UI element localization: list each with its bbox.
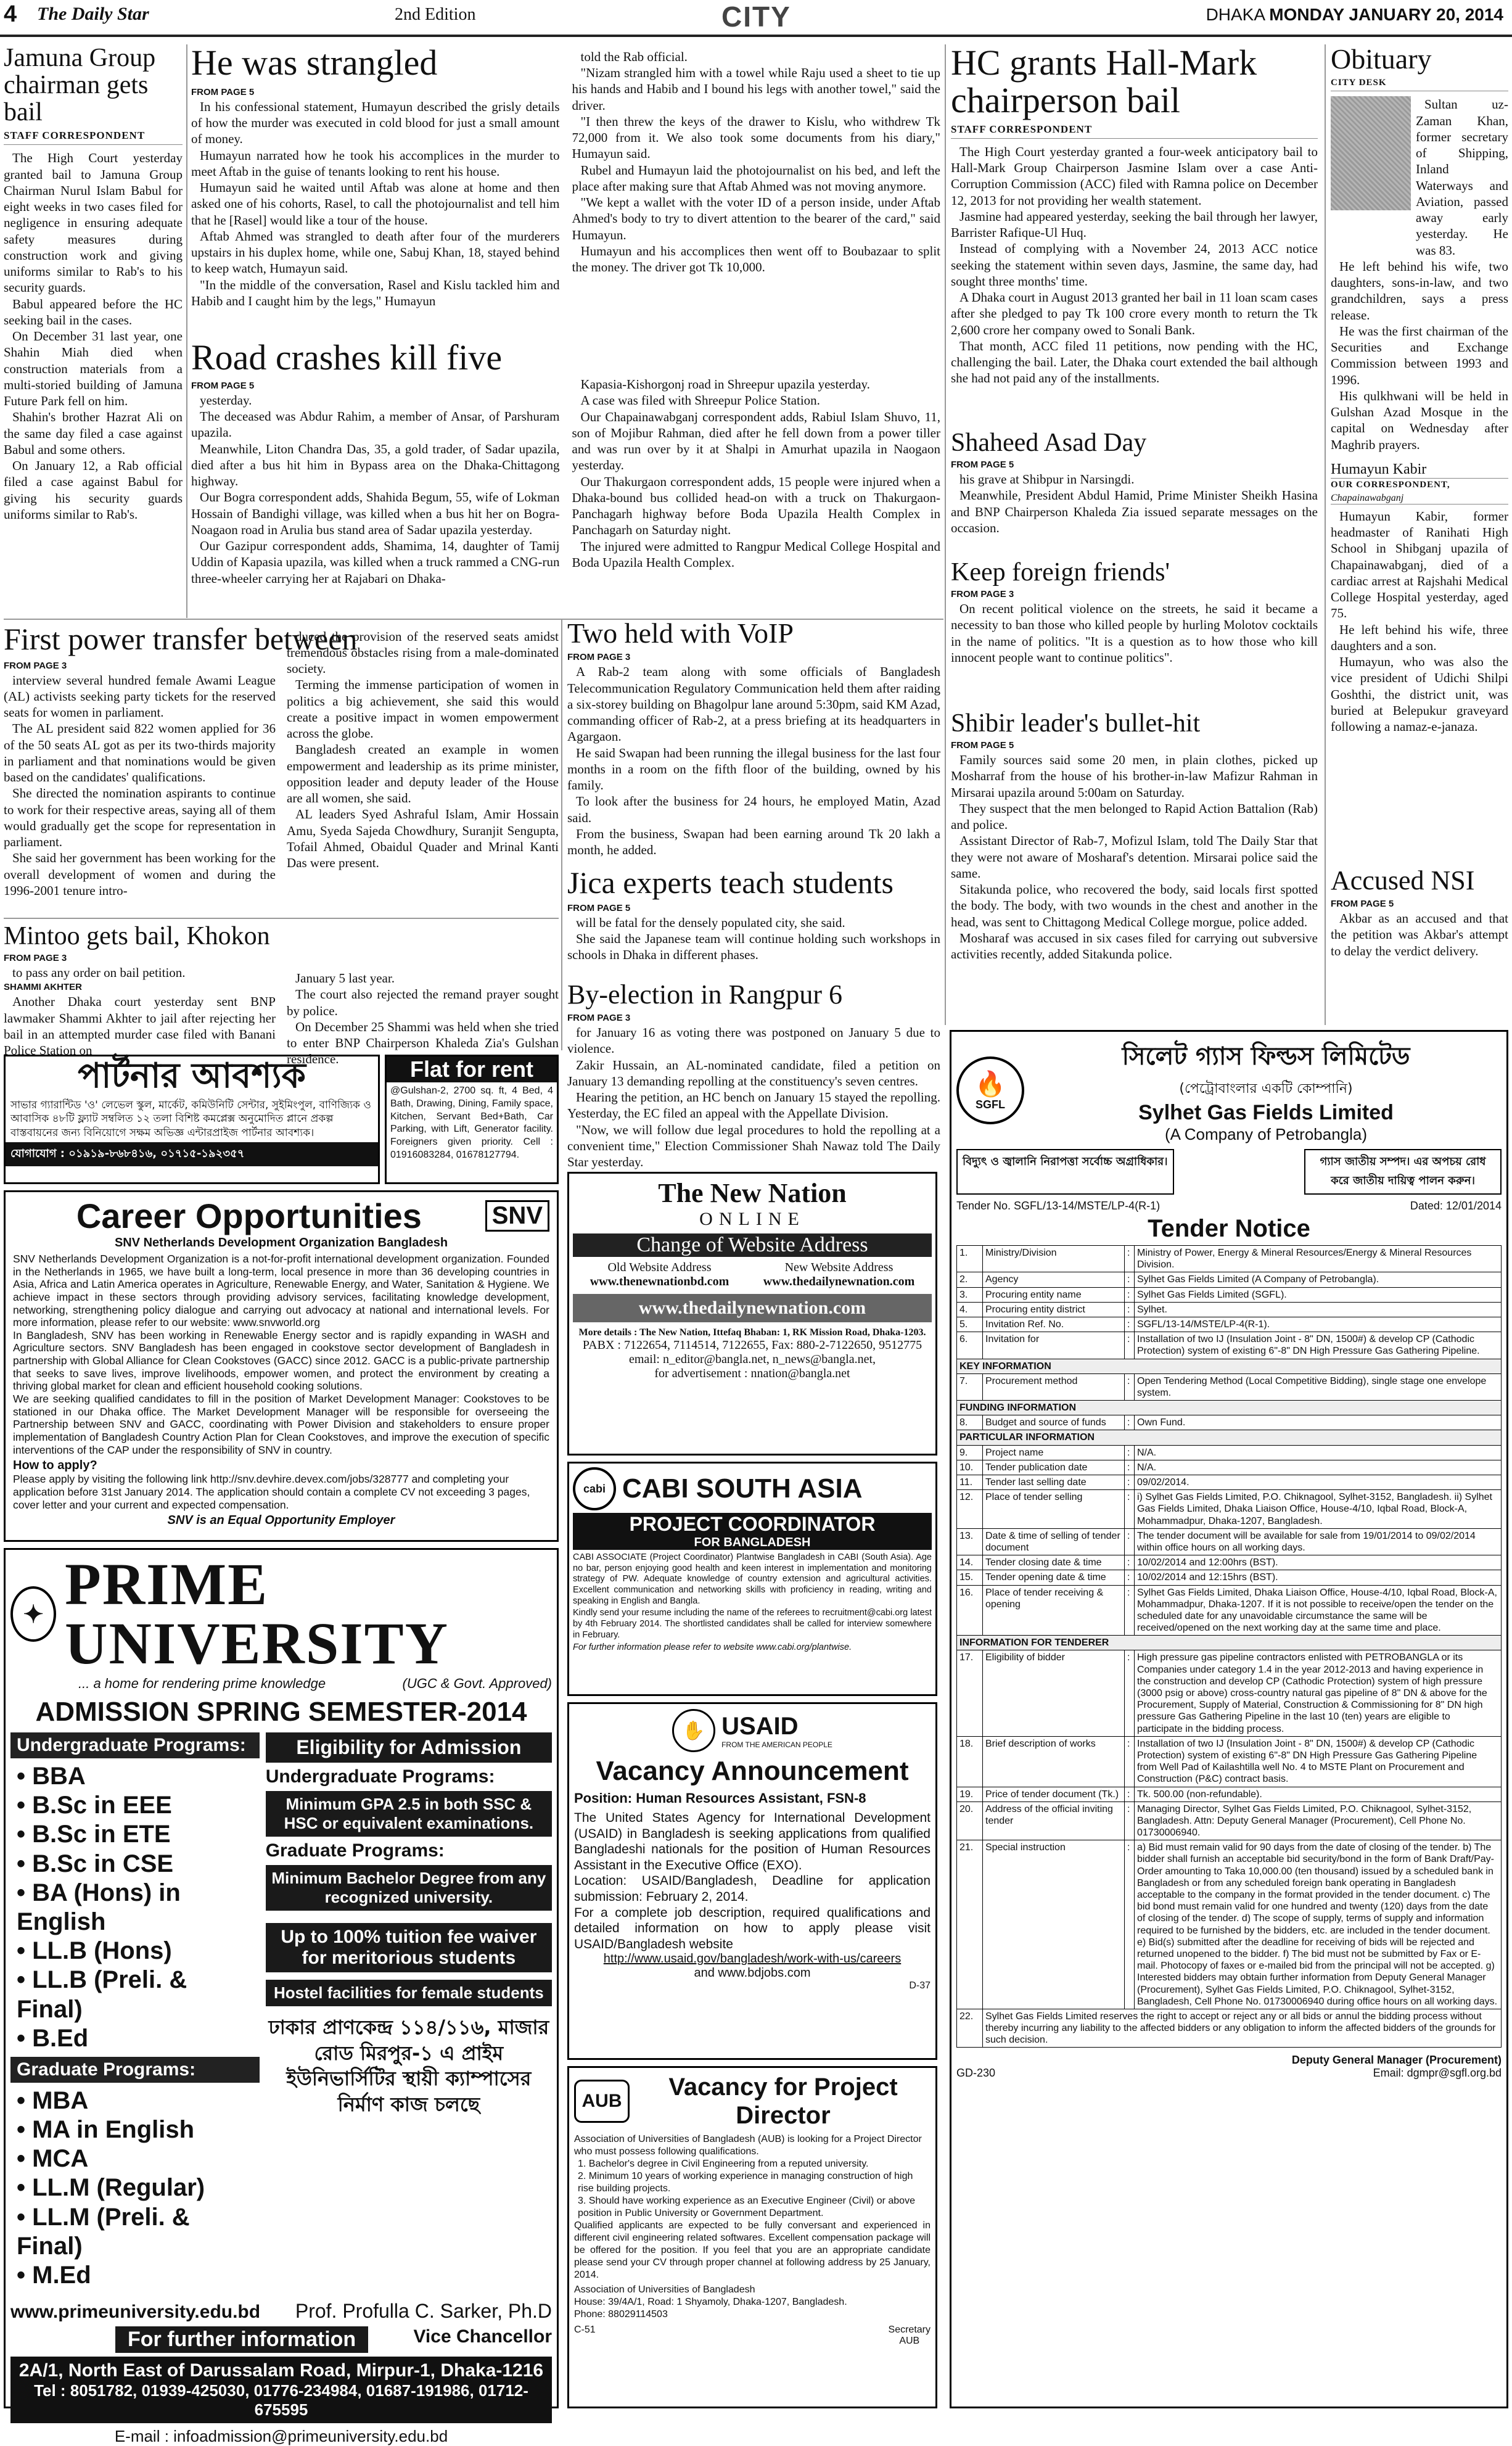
article-jica — [567, 867, 940, 978]
approval-note: (UGC & Govt. Approved) — [402, 1676, 552, 1691]
headline: Accused NSI — [1331, 865, 1475, 896]
bn-subtitle: (পেট্রোবাংলার একটি কোম্পানি) — [1179, 1081, 1353, 1097]
ad-title: Career Opportunities — [76, 1196, 422, 1235]
ad-partner-wanted — [4, 1055, 380, 1184]
address: More details : The New Nation, Ittefaq Bhaban: 1, RK Mission Road, Dhaka-1203. — [578, 1327, 926, 1338]
paragraph: The High Court yesterday granted a four-week anticipatory bail to Hall-Mark Group Chairperson Jasmine Islam over a case Anti-Corruption Commission (ACC) filed with Ramna police on December 12, 2013 for not providing her wealth statement. — [951, 144, 1318, 208]
program-item: • M.Ed — [17, 2262, 91, 2289]
elig-gr-req: Minimum Bachelor Degree from any recognized university. — [266, 1865, 552, 1911]
paragraph: Humayun said he waited until Aftab was alone at home and then asked one of his cohorts, Rasel, to call the photojournalist and tell him that he [Rasel] would like a tour of the house. — [191, 180, 560, 228]
ad-body: CABI ASSOCIATE (Project Coordinator) Plantwise Bangladesh in CABI (South Asia). Age no bar, person enjoying good health and keen interest in implementation and monitoring strategy of PW. Adequate knowledge of country extension and agricultural activities. Excellent communication and networking skills with proficiency in reading, writing and speaking in English and Bangla. — [573, 1552, 932, 1606]
paragraph: duced the provision of the reserved seats amidst tremendous obstacles rising from a male-dominated society. — [287, 628, 559, 676]
qualification-item: 1. Bachelor's degree in Civil Engineering from a reputed university. — [578, 2159, 869, 2169]
table-row: 7. Procurement method : Open Tendering Method (Local Competitive Bidding), single stage one envelope system. — [957, 1373, 1502, 1400]
website-link[interactable]: www.primeuniversity.edu.bd — [10, 2302, 261, 2323]
article-hallmark — [951, 44, 1318, 427]
dateline: Chapainawabganj — [1331, 493, 1508, 504]
paragraph: Humayun and his accomplices then went off to Boubazaar to split the money. The driver got Tk 10,000. — [572, 243, 940, 275]
qualification-item: 3. Should have working experience as an Executive Engineer (Civil) or above position in Public University or Government Department. — [578, 2196, 915, 2218]
article-body — [951, 471, 1318, 536]
paragraph: Humayun narrated how he took his accomplices in the murder to meet Aftab in the guise of tenants looking to rent his house. — [191, 147, 560, 179]
article-body — [567, 1024, 940, 1170]
ad-code: D-37 — [909, 1980, 931, 1991]
paragraph: She directed the nomination aspirants to continue to work for their respective areas, saying all of them would gradually get the scope for representation in parliament. — [4, 786, 276, 849]
program-item: • B.Sc in ETE — [17, 1821, 171, 1848]
email: email: n_editor@bangla.net, n_news@bangla.net, — [628, 1353, 876, 1366]
byline: STAFF CORRESPONDENT — [951, 123, 1318, 139]
jump-from: FROM PAGE 3 — [4, 660, 67, 671]
ad-cabi — [567, 1462, 937, 1696]
paragraph: his grave at Shibpur in Narsingdi. — [959, 472, 1135, 487]
paragraph: Mosharaf was accused in six cases filed for carrying out subversive activities recently, added Sitakunda police. — [951, 930, 1318, 962]
ad-usaid — [567, 1702, 937, 2060]
slogan-left: বিদ্যুৎ ও জ্বালানি নিরাপত্তা সর্বোচ্চ অগ্রাধিকার। — [956, 1149, 1174, 1195]
program-item: • B.Ed — [17, 2024, 89, 2052]
paragraph: That month, ACC filed 11 petitions, now pending with the HC, challenging the bail. Later, the Dhaka court extended the bail although she had not paid any of the installments. — [951, 338, 1318, 386]
article-body — [572, 339, 941, 587]
section-title: CITY — [721, 1, 791, 33]
table-row: 20. Address of the official inviting tender : Managing Director, Sylhet Gas Fields Limited, P.O. Chiknagool, Sylhet-3152, Bangladesh. Attn: Deputy General Manager (Procurement), Cell Phone No. 01730006940. — [957, 1802, 1502, 1840]
paragraph: He left behind his wife, two daughters, sons-in-law, and two grandchildren, says a press release. — [1331, 258, 1508, 323]
new-label: New Website Address — [784, 1261, 894, 1274]
byline: OUR CORRESPONDENT, — [1331, 479, 1450, 490]
qualification-list — [574, 2158, 931, 2220]
paragraph: Terming the immense participation of women in politics a big achievement, she said this would create a positive impact in women empowerment across the globe. — [287, 677, 559, 741]
paragraph: Our Bogra correspondent adds, Shahida Begum, 55, wife of Lokman Hossain of Bandighi village, was killed when a bus hit her on Bogra-Noagaon road in Arulia bus stand area of Sadar upazila yesterday. — [191, 490, 560, 537]
article-body — [4, 994, 276, 1058]
jump-from: FROM PAGE 5 — [951, 459, 1014, 471]
paragraph: Humayun Kabir, former headmaster of Ranihati High School in Shibganj upazila of Chapainawabganj, died of a cardiac arrest at Rajshahi Medical College Hospital yesterday, aged 75. — [1331, 508, 1508, 621]
ad-code: C-51 — [574, 2325, 596, 2335]
paragraph: Aftab Ahmed was strangled to death after four of the murderers upstairs in his duplex home, while one, Sabuj Khan, 18, stayed behind to keep watch, Humayun said. — [191, 228, 560, 276]
headline: HC grants Hall-Mark chairperson bail — [951, 43, 1257, 120]
logo-tagline: FROM THE AMERICAN PEOPLE — [721, 1740, 832, 1749]
table-row: 4. Procuring entity district : Sylhet. — [957, 1302, 1502, 1317]
paragraph: Instead of complying with a November 24, 2013 ACC notice seeking the statement within seven days, Jasmine, the same day, had sought three months' time. — [951, 241, 1318, 289]
table-row: 6. Invitation for : Installation of two IJ (Insulation Joint - 8" DN, 1500#) & develop CP (Cathodic Protection) system of existing 6"-8" DN High Pressure Gas Gathering Pipeline. — [957, 1332, 1502, 1359]
article-mintoo-bail — [4, 922, 559, 1067]
paragraph: interview several hundred female Awami League (AL) activists seeking party tickets for the reserved seats for women in parliament. — [4, 672, 276, 720]
section-rule — [4, 918, 559, 919]
article-body — [4, 150, 183, 522]
article-body — [1331, 910, 1508, 959]
table-row: 18. Brief description of works : Installation of two IJ (Insulation Joint - 8" DN, 1500#) & develop CP (Cathodic Protection) system of existing 6"-8" DN High Pressure Gas Gathering Pipeline from Well Pad of Kailashtilla well No. 4 to MSTE Plant on Procurement and Construction (P&C) contract basis. — [957, 1736, 1502, 1787]
usaid-seal-icon: ✋ — [672, 1709, 715, 1752]
program-item: • MBA — [17, 2086, 89, 2114]
table-row: 9. Project name : N/A. — [957, 1445, 1502, 1460]
paragraph: Akbar as an accused and that the petition was Akbar's attempt to delay the verdict delivery. — [1331, 911, 1508, 958]
column-rule — [186, 44, 187, 618]
paragraph: She said the Japanese team will continue holding such workshops in schools in Dhaka in different phases. — [567, 931, 940, 962]
table-row: 15. Tender opening date & time : 10/02/2014 and 12:15hrs (BST). — [957, 1570, 1502, 1585]
url-banner[interactable]: www.thedailynewnation.com — [573, 1294, 932, 1322]
jump-from: FROM PAGE 5 — [1331, 899, 1394, 910]
article-voip — [567, 619, 940, 859]
paragraph: "I then threw the keys of the drawer to Kislu, who withdrew Tk 72,000 from it. We also took some documents from his diary," Humayun said. — [572, 113, 940, 162]
ug-program-list — [10, 1758, 260, 2057]
article-power-transfer — [4, 623, 559, 913]
paragraph: Babul appeared before the HC seeking bail in the cases. — [4, 296, 183, 327]
ad-paragraph: For a complete job description, required qualifications and detailed information on how to apply please visit USAID/Bangladesh website — [574, 1905, 931, 1951]
article-shibir — [951, 709, 1318, 1024]
program-item: • B.Sc in EEE — [17, 1792, 172, 1819]
ad-subhead: How to apply? — [13, 1459, 97, 1473]
ad-body — [574, 1810, 931, 1952]
tender-table — [956, 1245, 1502, 2048]
ad-subtitle: SNV Netherlands Development Organization Bangladesh — [114, 1236, 448, 1250]
paragraph: to pass any order on bail petition. — [12, 965, 186, 981]
table-row: 3. Procuring entity name : Sylhet Gas Fields Limited (SGFL). — [957, 1287, 1502, 1302]
program-item: • LL.B (Preli. & Final) — [17, 1966, 187, 2023]
jump-from: FROM PAGE 5 — [951, 740, 1014, 751]
paragraph: will be fatal for the densely populated city, she said. — [576, 915, 845, 930]
ad-title: Flat for rent — [387, 1056, 557, 1082]
article-body — [951, 752, 1318, 962]
ad-contact: যোগাযোগ : ০১৯১৯-৮৬৮৪১৬, ০১৭১৫-১৯২৩৫৭ — [6, 1142, 378, 1166]
jump-from: FROM PAGE 3 — [951, 589, 1014, 600]
new-url[interactable]: www.thedailynewnation.com — [763, 1275, 915, 1288]
paragraph: Our Chapainawabganj correspondent adds, Rabiul Islam Shuvo, 11, son of Mojibur Rahman, died after he fell down from a power tiller and was run over by it at Shalpi in Amurhat upazila in Naogaon yesterday. — [572, 409, 940, 473]
article-body — [4, 965, 276, 981]
jump-from: FROM PAGE 5 — [567, 902, 631, 913]
paragraph: He said Swapan had been running the illegal business for the last four months in a room on the fifth floor of the building, owned by his family. — [567, 745, 940, 793]
paragraph: On December 31 last year, one Shahin Miah died when construction materials from a multi-storied building of Jamuna Future Park fell on him. — [4, 329, 183, 409]
article-body — [287, 922, 559, 1068]
ad-apply: Kindly send your resume including the name of the referees to recruitment@cabi.org latest by 4th February 2014. The shortlisted candidates shall be called for interview somewhere in February. — [573, 1608, 932, 1640]
ad-title: CABI SOUTH ASIA — [622, 1473, 863, 1504]
article-body — [951, 144, 1318, 387]
position: PROJECT COORDINATOR — [629, 1513, 876, 1535]
address: 2A/1, North East of Darussalam Road, Mirpur-1, Dhaka-1216 — [18, 2360, 544, 2381]
headline: Obituary — [1331, 43, 1432, 75]
program-item: • LL.M (Regular) — [17, 2174, 205, 2202]
location: FOR BANGLADESH — [694, 1536, 811, 1549]
article-strangled — [191, 44, 940, 365]
article-jamuna — [4, 44, 183, 618]
date-line: DHAKA MONDAY JANUARY 20, 2014 — [1206, 5, 1503, 24]
page-header — [0, 0, 1512, 37]
table-row: 21. Special instruction : a) Bid must remain valid for 90 days from the date of closing of the tender. b) The bidder shall furnish an acceptable bid security/bond in the form of Bank Draft/Pay-Order amounting to Taka 10,000.00 (ten thousand) issued by a scheduled bank in Bangladesh or from any scheduled foreign bank operating in Bangladesh acceptable to the company in the format provided in the tender document. c) The bid bond must remain valid for one hundred and twenty (120) days from the date of closing of the tender. d) The scope of supply, terms of supply and information required to be furnished by the bidders, etc. are included in the tender document. e) Bid(s) submitted after the deadline for receiving of bids will be rejected and returned unopened to the bidder. f) The bid must not be submitted by Fax or E-mail. Photocopy of faxes or e-mailed bid from the principal will not be accepted. g) Interested bidders may obtain further information from Deputy General Manager (Procurement), Sylhet Gas Fields Limited, P.O. Chiknagool, Sylhet-3152, Bangladesh, Cell Phone No. 01730006940 during office hours on all working days. — [957, 1840, 1502, 2009]
program-item: • MA in English — [17, 2116, 195, 2144]
paragraph: A case was filed with Shreepur Police Station. — [580, 393, 820, 408]
flame-icon: 🔥 — [975, 1071, 1006, 1098]
table-row: 17. Eligibility of bidder : High pressure gas pipeline contractors enlisted with PETROBANGLA or its Companies under category 1.4 in the year 2012-2013 and having experience in the construction and develop CP (Cathodic Protection) system of high pressure (3000 psig or above) cross-country natural gas pipeline of 8" DN & above for the Procurement, Supply of Material, Construction & Commissioning for 8" DN high pressure Gas Gathering Pipeline in the last 10 (ten) years are eligible to participate in the bidding process. — [957, 1650, 1502, 1736]
paragraph: "Now, we will follow due legal procedures to hold the repolling at a convenient time," Election Commissioner Shah Nawaz told The Daily Star yesterday. — [567, 1122, 940, 1170]
paragraph: Humayun, who was also the vice president of Udichi Shilpi Goshthi, the district unit, was buried at Belepukur graveyard following a namaz-e-janaza. — [1331, 654, 1508, 735]
table-row: 10. Tender publication date : N/A. — [957, 1460, 1502, 1475]
paragraph: She said her government has been working for the overall development of women and during the 1996-2001 tenure intro- — [4, 850, 276, 898]
article-road-crashes — [191, 339, 940, 611]
qualification-item: 2. Minimum 10 years of working experience in managing construction of high rise building projects. — [578, 2171, 913, 2194]
table-row: 19. Price of tender document (Tk.) : Tk. 500.00 (non-refundable). — [957, 1787, 1502, 1802]
tender-date: Dated: 12/01/2014 — [1410, 1200, 1502, 1212]
article-body — [567, 664, 940, 858]
position: Position: Human Resources Assistant, FSN-8 — [574, 1790, 866, 1806]
article-body — [951, 601, 1318, 665]
eligibility-heading: Eligibility for Admission — [266, 1732, 552, 1763]
table-row: 5. Invitation Ref. No. : SGFL/13-14/MSTE/LP-4(R-1). — [957, 1317, 1502, 1332]
table-row: 16. Place of tender receiving & opening : Sylhet Gas Fields Limited, Dhaka Liaison Office, House-4/10, Iqbal Road, Block-A, Mohammadpur, Dhaka-1207. If it is not possible to receive/open the tender on the scheduled date for any unavoidable circumstance the same will be received/opened on the next working day at the same time and place. — [957, 1585, 1502, 1636]
paragraph: On January 12, a Rab official filed a case against Babul for giving his security guards uniforms similar to Rab's. — [4, 458, 183, 522]
ad-subtitle: ONLINE — [699, 1209, 805, 1229]
page-number: 4 — [4, 1, 17, 27]
table-section-heading: PARTICULAR INFORMATION — [957, 1430, 1502, 1445]
program-item: • BA (Hons) in English — [17, 1879, 181, 1935]
bn-title: সিলেট গ্যাস ফিল্ডস লিমিটেড — [1122, 1042, 1410, 1071]
table-row: 2. Agency : Sylhet Gas Fields Limited (A Company of Petrobangla). — [957, 1272, 1502, 1287]
ad-sgfl-tender — [950, 1030, 1508, 2408]
ad-title: Change of Website Address — [573, 1233, 932, 1257]
paragraph: for January 16 as voting there was postponed on January 5 due to violence. — [567, 1025, 940, 1056]
paragraph: On recent political violence on the streets, he said it became a necessity to ban those who killed people by hurling Molotov cocktails in the name of politics. "It is a question as to how those who kill innocent people want to continue politics". — [951, 601, 1318, 665]
article-asad-day — [951, 429, 1318, 558]
jump-from: FROM PAGE 3 — [4, 953, 67, 964]
program-item: • MCA — [17, 2145, 89, 2173]
paragraph: The court also rejected the remand prayer sought by police. — [287, 987, 559, 1018]
ad-title: Vacancy for Project Director — [668, 2073, 898, 2129]
paragraph: Zakir Hussain, an AL-nominated candidate, filed a petition on January 13 demanding repolling at the constituency's seven centres. — [567, 1057, 940, 1089]
paragraph: "Nizam strangled him with a towel while Raju used a sheet to tie up his hands and Habib and I bound his legs with another towel," said the driver. — [572, 65, 940, 113]
paragraph: He was the first chairman of the Securities and Exchange Commission between 1993 and 1996. — [1331, 323, 1508, 387]
jump-from: FROM PAGE 3 — [567, 1013, 631, 1024]
subhead: SHAMMI AKHTER — [4, 982, 82, 993]
headline: Keep foreign friends' — [951, 558, 1170, 587]
headline: First power transfer between — [4, 622, 358, 656]
article-body — [1331, 258, 1508, 453]
tender-number: Tender No. SGFL/13-14/MSTE/LP-4(R-1) — [956, 1200, 1161, 1212]
tagline: ... a home for rendering prime knowledge — [78, 1676, 326, 1691]
elig-ug-req: Minimum GPA 2.5 in both SSC & HSC or equivalent examinations. — [266, 1791, 552, 1837]
ad-footer: SNV is an Equal Opportunity Employer — [167, 1513, 395, 1528]
program-item: • LL.B (Hons) — [17, 1937, 172, 1965]
crest-icon: ✦ — [10, 1586, 56, 1642]
paragraph: Sultan uz-Zaman Khan, former secretary of Shipping, Inland Waterways and Aviation, passed away early yesterday. He was 83. — [1416, 97, 1508, 258]
cabi-logo: cabi — [573, 1467, 616, 1510]
column-rule — [1325, 44, 1326, 1025]
table-row: 14. Tender closing date & time : 10/02/2014 and 12:00hrs (BST). — [957, 1555, 1502, 1570]
paragraph: From the business, Swapan had been earning around Tk 20 lakh a month, he added. — [567, 826, 940, 858]
paragraph: Our Gazipur correspondent adds, Shamima, 14, daughter of Tamij Uddin of Kapasia upazila, was killed when a truck rammed a CNG-run three-wheeler carrying her at Rajabari on Dhaka- — [191, 538, 560, 586]
paragraph: Shahin's brother Hazrat Ali on the same day filed a case against Babul and some others. — [4, 410, 183, 457]
paragraph: January 5 last year. — [295, 971, 395, 986]
article-body — [1331, 508, 1508, 735]
ad-footer: For further information please refer to website www.cabi.org/plantwise. — [573, 1642, 852, 1652]
ad-code: GD-230 — [956, 2067, 996, 2080]
program-item: • LL.M (Preli. & Final) — [17, 2203, 190, 2260]
paragraph: In his confessional statement, Humayun described the grisly details of how the murder was executed in cold blood for just a small amount of money. — [191, 99, 560, 147]
headline: Jamuna Group chairman gets bail — [4, 44, 156, 127]
paragraph: To look after the business for 24 hours, he employed Matin, Azad said. — [567, 794, 940, 825]
paragraph: He left behind his wife, three daughters and a son. — [1331, 622, 1508, 653]
paragraph: AL leaders Syed Ashraful Islam, Amir Hossain Amu, Syeda Sajeda Chowdhury, Suranjit Sengupta, Tofail Ahmed, Obaidul Quader and Mrinal Kanti Das were present. — [287, 807, 559, 870]
ad-new-nation — [567, 1172, 937, 1456]
ad-title: Vacancy Announcement — [596, 1756, 909, 1786]
article-body — [1416, 96, 1508, 258]
paragraph: The injured were admitted to Rangpur Medical College Hospital and Boda Upazila Health Complex. — [572, 538, 940, 570]
admission-banner: ADMISSION SPRING SEMESTER-2014 — [35, 1697, 527, 1727]
headline: Mintoo gets bail, Khokon — [4, 922, 270, 950]
table-section-heading: FUNDING INFORMATION — [957, 1401, 1502, 1415]
paragraph: Our Thakurgaon correspondent adds, 15 people were injured when a Dhaka-bound bus collided head-on with a truck on Thakurgaon-Panchagarh highway before Boda Upazila Health Complex in Panchagarh on Saturday night. — [572, 474, 940, 538]
ad-paragraph: The United States Agency for International Development (USAID) in Bangladesh is seeking applications from qualified Bangladeshi nationals for the position of Human Resources Assistant in the Executive Office (EXO). — [574, 1811, 931, 1872]
ad-paragraph: Location: USAID/Bangladesh, Deadline for application submission: February 2, 2014. — [574, 1874, 931, 1905]
article-obituary — [1331, 44, 1508, 859]
column-rule — [561, 619, 562, 1050]
table-row: 22. Sylhet Gas Fields Limited reserves the right to accept or reject any or all bids or annul the bidding process without thereby incurring any liability to the affected bidders or any obligation to inform the affected bidders of the grounds for such decision. — [957, 2009, 1502, 2048]
signatory-title: Vice Chancellor — [413, 2326, 552, 2347]
masthead: The Daily Star — [37, 4, 149, 24]
paragraph: Sitakunda police, who recovered the body, said locals first spotted the body. The body, with two wounds in the chest and another in the head, was sent to Chittagong Medical College morgue, police added. — [951, 882, 1318, 929]
headline: By-election in Rangpur 6 — [567, 979, 843, 1010]
phone: PABX : 7122654, 7114514, 7122655, Fax: 880-2-7122650, 9512775 — [582, 1338, 922, 1352]
paragraph: The AL president said 822 women applied for 36 of the 50 seats AL got as per its two-thirds majority in parliament and that nominations would be given based on the candidates' qualifications. — [4, 721, 276, 784]
ad-flat-for-rent — [385, 1055, 559, 1184]
gr-program-list — [10, 2083, 260, 2294]
ad-snv-careers — [4, 1190, 559, 1542]
signatory-org: AUB — [899, 2336, 920, 2346]
byline: STAFF CORRESPONDENT — [4, 130, 183, 145]
sgfl-logo: 🔥 SGFL — [956, 1056, 1024, 1124]
article-body — [191, 392, 560, 587]
ad-title: পার্টনার আবশ্যক — [78, 1056, 306, 1096]
jump-from: FROM PAGE 5 — [191, 380, 255, 391]
edition-label: 2nd Edition — [395, 5, 476, 24]
ad-logo: USAID — [721, 1712, 799, 1740]
ug-heading: Undergraduate Programs: — [10, 1732, 260, 1758]
article-body — [4, 672, 276, 899]
adv-email: for advertisement : nnation@bangla.net — [654, 1367, 850, 1380]
paragraph: A Dhaka court in August 2013 granted her bail in 11 loan scam cases after she pledged to pay Tk 100 crore every month to return the Tk 2,600 crore her company owed to Sonali Bank. — [951, 290, 1318, 337]
hostel-banner: Hostel facilities for female students — [266, 1980, 552, 2006]
article-accused-nsi — [1331, 867, 1508, 1024]
email[interactable]: Email: dgmpr@sgfl.org.bd — [1373, 2067, 1502, 2080]
snv-logo: SNV — [485, 1200, 549, 1232]
ad-body: সাভার গ্যারান্টিড 'ও' লেভেল স্কুল, মার্কেট, কমিউনিটি সেন্টার, সুইমিংপুল, বাণিজ্যিক ও আবাসিক ৪৮টি ফ্ল্যাট সম্বলিত ১২ তলা বিশিষ্ট কমপ্লেক্স অনুমোদিত প্লানে প্রকল্প বাস্তবায়নের জন্য বিনিয়োগে সক্ষম অভিজ্ঞ এন্টারপ্রাইজ পার্টনার আবশ্যক। — [10, 1099, 371, 1139]
column-rule — [945, 44, 946, 1025]
article-foreign-friends — [951, 558, 1318, 706]
headline: He was strangled — [191, 43, 438, 83]
ad-title: PRIME UNIVERSITY — [65, 1551, 449, 1676]
headline: Shibir leader's bullet-hit — [951, 709, 1201, 738]
ad-subtitle: (A Company of Petrobangla) — [1164, 1125, 1368, 1143]
table-row: 8. Budget and source of funds : Own Fund. — [957, 1415, 1502, 1430]
table-row: 11. Tender last selling date : 09/02/2014. — [957, 1475, 1502, 1490]
byline: CITY DESK — [1331, 78, 1508, 91]
program-item: • B.Sc in CSE — [17, 1850, 174, 1877]
ad-body — [13, 1253, 549, 1456]
jump-from: FROM PAGE 5 — [191, 86, 255, 97]
old-label: Old Website Address — [607, 1261, 712, 1274]
paragraph: Jasmine had appeared yesterday, seeking the bail through her lawyer, Barrister Rafique-Ul Huq. — [951, 208, 1318, 241]
jump-from: FROM PAGE 3 — [567, 652, 631, 663]
email[interactable]: E-mail : infoadmission@primeuniversity.edu.bd — [114, 2427, 448, 2446]
careers-link[interactable]: http://www.usaid.gov/bangladesh/work-with-us/careers — [603, 1952, 902, 1966]
headline: Jica experts teach students — [567, 865, 894, 900]
table-section-heading: INFORMATION FOR TENDERER — [957, 1636, 1502, 1650]
paragraph: The deceased was Abdur Rahim, a member of Ansar, of Parshuram upazila. — [191, 409, 560, 440]
table-row: 1. Ministry/Division : Ministry of Power, Energy & Mineral Resources/Energy & Mineral Resources Division. — [957, 1246, 1502, 1272]
campus-note: ঢাকার প্রাণকেন্দ্র ১১৪/১১৬, মাজার রোড মিরপুর-১ এ প্রাইম ইউনিভার্সিটির স্থায়ী ক্যাম্পাসের নির্মাণ কাজ চলছে — [268, 2016, 549, 2116]
paragraph: On December 25 Shammi was held when she tried to enter BNP Chairperson Khaleda Zia's Gulshan residence. — [287, 1019, 559, 1067]
ad-title: Sylhet Gas Fields Limited — [1138, 1101, 1394, 1124]
table-section-heading: KEY INFORMATION — [957, 1359, 1502, 1373]
article-body — [287, 628, 559, 899]
ad-paragraph: In Bangladesh, SNV has been working in Renewable Energy sector and is rapidly expanding in WASH and Agriculture sectors. SNV Bangladesh has been engaged in cookstove sector development of Bangladesh in partnership with Global Alliance for Clean Cookstoves (GACC) since 2012. GACC is a public-private partnership that seeks to save lives, improve livelihoods, empower women, and protect the environment by creating a thriving global market for clean and efficient household cooking solutions. — [13, 1328, 549, 1393]
slogan-right: গ্যাস জাতীয় সম্পদ। এর অপচয় রোধ করে জাতীয় দায়িত্ব পালন করুন। — [1304, 1149, 1502, 1195]
phone: Tel : 8051782, 01939-425030, 01776-234984, 01687-191986, 01712-675595 — [34, 2381, 528, 2419]
ad-paragraph: SNV Netherlands Development Organization is a not-for-profit international development organization. Founded in the Netherlands in 1965, we have built a long-term, local presence in more than 36 developing countries in Asia, Africa and Latin America operates in Agriculture, Renewable Energy, and Water, Sanitation & Hygiene. We achieve impact in these sectors through providing advisory services, facilitating knowledge development, networking, strengthening policy dialogue and carrying out advocacy at national and international levels. For more information, please refer to our website: www.snvworld.org — [13, 1253, 549, 1329]
waiver-banner: Up to 100% tuition fee waiver for meritorious students — [266, 1923, 552, 1972]
info-banner: For further information — [115, 2326, 368, 2353]
paragraph: Family sources said some 20 men, in plain clothes, picked up Mosharraf from the house of his brother-in-law Mafizur Rahman in Mirsarai upazila around 5:00am on Saturday. — [951, 752, 1318, 800]
ad-apply: Please apply by visiting the following link http://snv.devhire.devex.com/jobs/328777 and completing your application before 31st January 2014. The application should contain a complete CV not exceeding 3 pages, cover letter and your current and expected compensation. — [13, 1473, 530, 1511]
paragraph: "In the middle of the conversation, Rasel and Kislu tackled him and Habib and I caught him by the legs," Humayun — [191, 277, 560, 308]
table-row: 13. Date & time of selling of tender document : The tender document will be available for sale from 19/01/2014 to 09/02/2014 within office hours on all working days. — [957, 1528, 1502, 1555]
ad-intro: Association of Universities of Bangladesh (AUB) is looking for a Project Director who must possess following qualifications. — [574, 2134, 922, 2157]
program-item: • BBA — [17, 1763, 86, 1790]
address: Association of Universities of Bangladesh House: 39/4A/1, Road: 1 Shyamoly, Dhaka-1207, Bangladesh. Phone: 88029114503 — [574, 2284, 847, 2320]
ad-body: Qualified applicants are expected to be fully conversant and experienced in different civil engineering related softwares. Excellent compensation package will be offered for the position. If you feel that you are an appropriate candidate please send your CV through proper channel at following address by 25 January, 2014. — [574, 2220, 931, 2280]
elig-gr-heading: Graduate Programs: — [265, 1840, 445, 1861]
gr-heading: Graduate Programs: — [10, 2057, 260, 2083]
article-body — [191, 99, 560, 309]
table-row: 12. Place of tender selling : i) Sylhet Gas Fields Limited, P.O. Chiknagool, Sylhet-3152, Bangladesh. ii) Sylhet Gas Fields Limited, Dhaka Liaison Office, House-4/10, Iqbal Road, Block-A, Mohammadpur, Dhaka-1207, Bangladesh. — [957, 1490, 1502, 1529]
headline: Shaheed Asad Day — [951, 429, 1147, 457]
paragraph: Bangladesh created an example in women empowerment and leadership as its prime minister, opposition leader and deputy leader of the House are all women, she said. — [287, 742, 559, 805]
ad-prime-university — [4, 1548, 559, 2446]
paragraph: The High Court yesterday granted bail to Jamuna Group Chairman Nurul Islam Babul for eight weeks in two cases filed for negligence in ensuring adequate safety measures during construction work and giving uniforms similar to Rab's to his security guards. — [4, 150, 183, 295]
paragraph: Kapasia-Kishorgonj road in Shreepur upazila yesterday. — [580, 377, 870, 392]
bdjobs-link[interactable]: and www.bdjobs.com — [694, 1966, 811, 1980]
ad-logo: The New Nation — [658, 1178, 847, 1208]
obituary-name: Humayun Kabir — [1331, 461, 1508, 479]
ad-paragraph: We are seeking qualified candidates to fill in the position of Market Development Manager: Cookstoves to be stationed in our Dhaka office. The Market Development Manager will be responsible for overseeing the Partnership between SNV and GACC, coordinating with Power Division and stakeholders to ensure proper implementation of Bangladesh Country Action Plan for Clean Cookstoves, and improve the execution of specific interventions of the CAP under the responsibility of SNV in country. — [13, 1393, 549, 1456]
headline: Road crashes kill five — [191, 337, 503, 377]
paragraph: Meanwhile, President Abdul Hamid, Prime Minister Sheikh Hasina and BNP Chairperson Khaleda Zia issued separate messages on the occasion. — [951, 488, 1318, 535]
ad-body: @Gulshan-2, 2700 sq. ft, 4 Bed, 4 Bath, Drawing, Dining, Family space, Kitchen, Servant Bed+Bath, Car Parking, with Lift, Generator facility. Foreigners given priority. Cell : 01916083284, 01678127794. — [390, 1085, 553, 1160]
paragraph: Another Dhaka court yesterday sent BNP lawmaker Shammi Akhter to jail after rejecting her bail in an attempted murder case filed with Banani Police Station on — [4, 994, 276, 1058]
paragraph: His qulkhwani will be held in Gulshan Azad Mosque in the capital on Wednesday after Maghrib prayers. — [1331, 388, 1508, 452]
paragraph: Hearing the petition, an HC bench on January 15 stayed the repolling. Yesterday, the EC filed an appeal with the Appellate Division. — [567, 1090, 940, 1121]
old-url[interactable]: www.thenewnationbd.com — [590, 1275, 729, 1288]
headline: Two held with VoIP — [567, 617, 794, 649]
article-rangpur — [567, 979, 940, 1170]
elig-ug-heading: Undergraduate Programs: — [265, 1766, 495, 1787]
paragraph: Assistant Director of Rab-7, Mofizul Islam, told The Daily Star that they were not aware of Mosharaf's detention. Mirsarai police said the same. — [951, 833, 1318, 881]
paragraph: "We kept a wallet with the voter ID of a person inside, under Aftab Ahmed's body to try to divert attention to the bearer of the card," said Humayun. — [572, 195, 940, 242]
signatory: Prof. Profulla C. Sarker, Ph.D — [295, 2300, 552, 2323]
paragraph: Meanwhile, Liton Chandra Das, 35, a gold trader, of Sadar upazila, died after a bus hit him in Bypass area on the Dhaka-Chittagong highway. — [191, 441, 560, 489]
signatory: Deputy General Manager (Procurement) — [1291, 2054, 1502, 2067]
ad-aub — [567, 2066, 937, 2408]
paragraph: They suspect that the men belonged to Rapid Action Battalion (Rab) and police. — [951, 801, 1318, 833]
paragraph: Rubel and Humayun laid the photojournalist on his bed, and left the place after making sure that Aftab Ahmed was not moving anymore. — [572, 162, 940, 194]
signatory-title: Secretary — [888, 2325, 931, 2335]
aub-logo: AUB — [574, 2080, 630, 2123]
paragraph: told the Rab official. — [580, 49, 688, 64]
paragraph: yesterday. — [200, 392, 252, 408]
article-body — [572, 49, 941, 309]
article-body — [567, 915, 940, 963]
portrait-photo — [1331, 96, 1411, 210]
tender-heading: Tender Notice — [1148, 1215, 1310, 1242]
paragraph: A Rab-2 team along with some officials of Bangladesh Telecommunication Regulatory Communication held them after raiding a six-storey building on Bhagolpur lane around 5:30pm, said KM Azad, commanding officer of Rab-2, at a press briefing at its headquarters in Agargaon. — [567, 664, 940, 744]
